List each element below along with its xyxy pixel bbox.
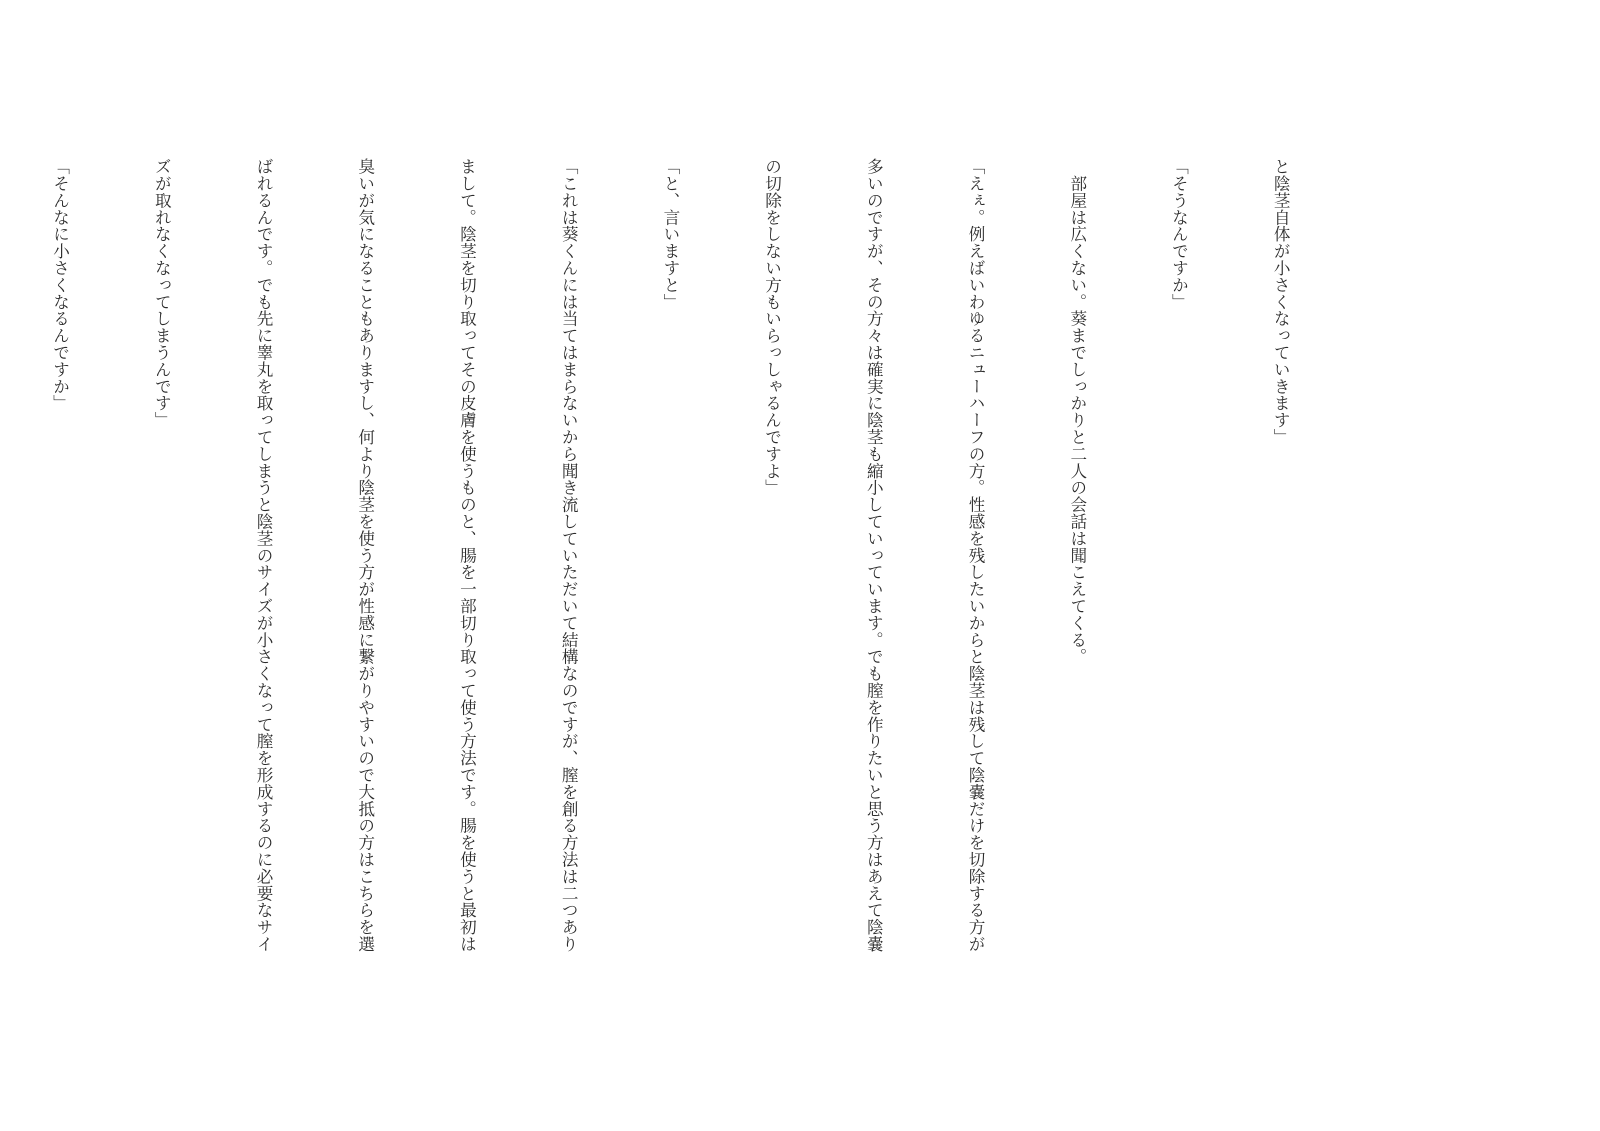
- text-line: まして。陰茎を切り取ってその皮膚を使うものと、腸を一部切り取って使う方法です。腸を使うと最初は: [457, 158, 477, 953]
- text-line: 「これは葵くんには当てはまらないから聞き流していただいて結構なのですが、膣を創る方法は二つあり: [559, 158, 579, 953]
- text-line: 「そんなに小さくなるんですか」: [50, 158, 70, 412]
- text-line: 「えぇ。例えばいわゆるニューハーフの方。性感を残したいからと陰茎は残して陰嚢だけを切除する方が: [966, 158, 986, 953]
- vertical-text-body: [0, 158, 1365, 978]
- text-line: ズが取れなくなってしまうんです」: [152, 158, 172, 429]
- text-line: と陰茎自体が小さくなっていきます」: [1271, 158, 1291, 446]
- text-line: ばれるんです。でも先に睾丸を取ってしまうと陰茎のサイズが小さくなって膣を形成するのに必要なサイ: [254, 158, 273, 953]
- text-line: の切除をしない方もいらっしゃるんですよ」: [762, 158, 782, 496]
- text-line: 多いのですが、その方々は確実に陰茎も縮小していっています。でも膣を作りたいと思う方はあえて陰嚢: [864, 158, 884, 953]
- text-line: 「そうなんですか」: [1169, 158, 1189, 311]
- text-line: 臭いが気になることもありますし、何より陰茎を使う方が性感に繋がりやすいので大抵の方はこちらを選: [355, 158, 375, 953]
- text-line: 「と、言いますと」: [660, 158, 680, 311]
- text-line: 部屋は広くない。葵までしっかりと二人の会話は聞こえてくる。: [1067, 158, 1087, 665]
